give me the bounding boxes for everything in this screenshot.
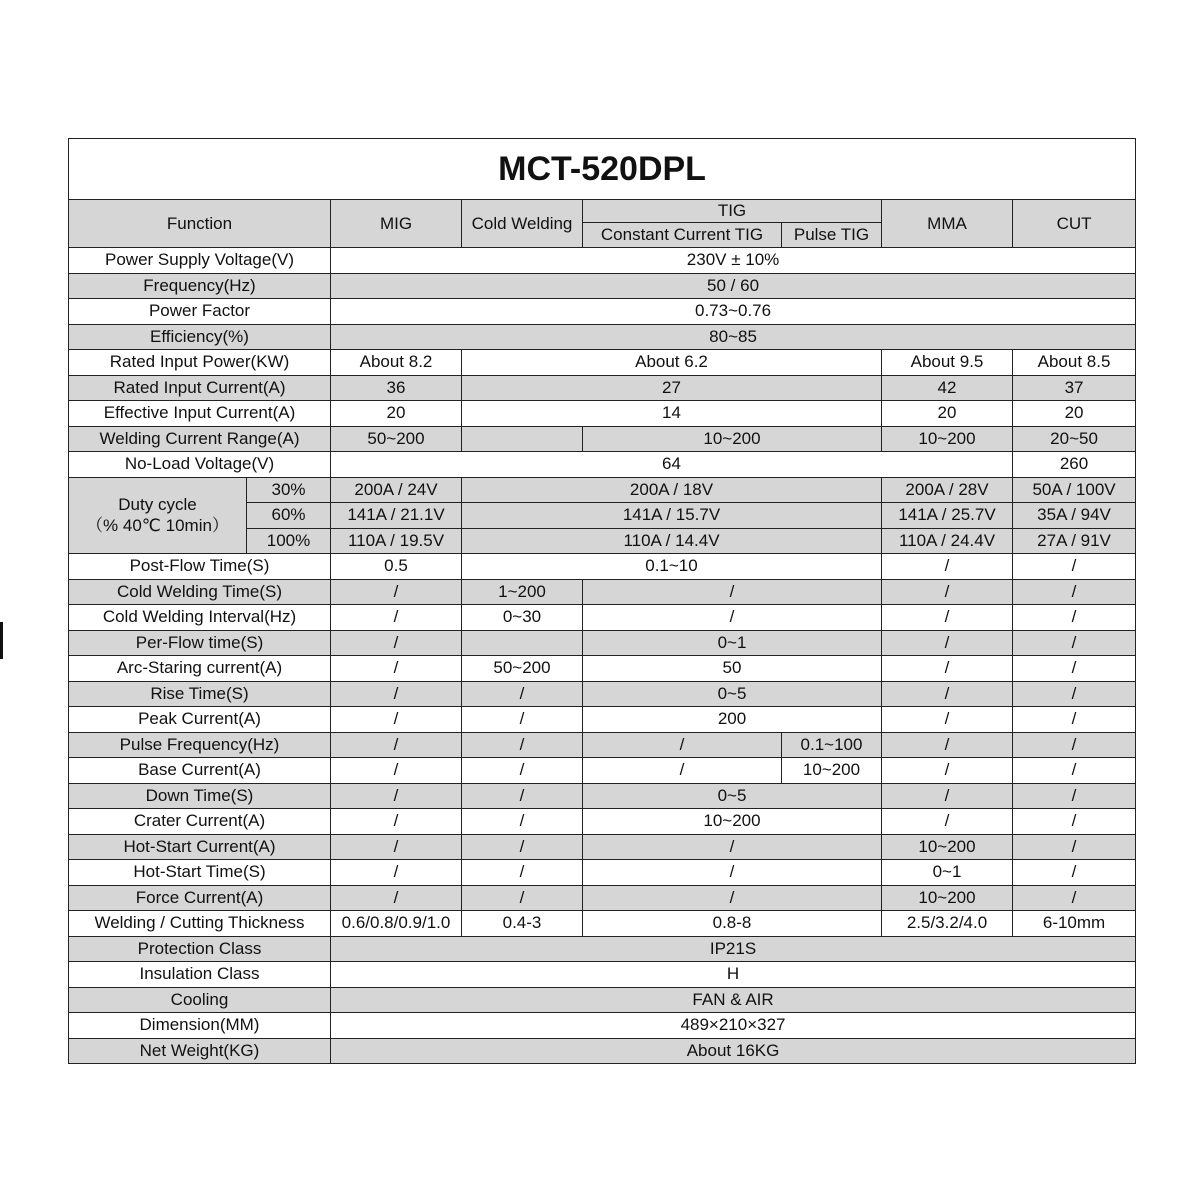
table-row (69, 732, 1136, 758)
cell-mma: 141A / 25.7V (882, 503, 1013, 529)
header-cc-tig: Constant Current TIG (583, 223, 782, 248)
table-row (69, 834, 1136, 860)
table-row (69, 809, 1136, 835)
table-row (69, 987, 1136, 1013)
table-row (69, 426, 1136, 452)
duty-pct: 60% (247, 503, 331, 529)
cell-value: FAN & AIR (331, 987, 1136, 1013)
table-row (69, 273, 1136, 299)
cell-cw-tig: 27 (462, 375, 882, 401)
cell-mig: 36 (331, 375, 462, 401)
cell-cut: / (1013, 809, 1136, 835)
cell-cold-welding: / (462, 732, 583, 758)
cell-mig: 141A / 21.1V (331, 503, 462, 529)
cell-mma: 10~200 (882, 834, 1013, 860)
cell-cut: 37 (1013, 375, 1136, 401)
cell-mig: / (331, 758, 462, 784)
cell-pulse-tig: 10~200 (782, 758, 882, 784)
row-label: No-Load Voltage(V) (69, 452, 331, 478)
cell-cut: / (1013, 758, 1136, 784)
row-label: Dimension(MM) (69, 1013, 331, 1039)
header-row (69, 200, 1136, 223)
cell-cw-tig: 0.1~10 (462, 554, 882, 580)
cell-cut: / (1013, 579, 1136, 605)
table-row (69, 579, 1136, 605)
cell-cw-tig: 200A / 18V (462, 477, 882, 503)
cell-cut: / (1013, 554, 1136, 580)
table-row (69, 860, 1136, 886)
table-row (69, 707, 1136, 733)
cell-cut: 27A / 91V (1013, 528, 1136, 554)
cell-mma: 0~1 (882, 860, 1013, 886)
cell-mig: 0.5 (331, 554, 462, 580)
cell-mma: / (882, 630, 1013, 656)
header-cold-welding: Cold Welding (462, 200, 583, 248)
cell-mma: / (882, 605, 1013, 631)
cell-cut: / (1013, 732, 1136, 758)
cell-cw-tig: About 6.2 (462, 350, 882, 376)
cell-mig: / (331, 860, 462, 886)
row-label: Power Supply Voltage(V) (69, 248, 331, 274)
cell-cold-welding: 0~30 (462, 605, 583, 631)
cell-cold-welding: / (462, 758, 583, 784)
cell-cut: / (1013, 656, 1136, 682)
cell-tig: / (583, 860, 882, 886)
cell-mma: / (882, 758, 1013, 784)
table-row (69, 605, 1136, 631)
header-cut: CUT (1013, 200, 1136, 248)
cell-cut: / (1013, 707, 1136, 733)
row-label: Pulse Frequency(Hz) (69, 732, 331, 758)
cell-pulse-tig: 0.1~100 (782, 732, 882, 758)
duty-pct: 30% (247, 477, 331, 503)
cell-mig: / (331, 783, 462, 809)
cell-cut: 50A / 100V (1013, 477, 1136, 503)
cell-mma: / (882, 579, 1013, 605)
table-row (69, 783, 1136, 809)
cell-tig: / (583, 885, 882, 911)
header-mig: MIG (331, 200, 462, 248)
cell-mma: / (882, 554, 1013, 580)
cell-tig: 10~200 (583, 426, 882, 452)
row-label: Effective Input Current(A) (69, 401, 331, 427)
cell-mig: 50~200 (331, 426, 462, 452)
cell-mig: / (331, 732, 462, 758)
table-row (69, 656, 1136, 682)
row-label: Crater Current(A) (69, 809, 331, 835)
cell-tig: 50 (583, 656, 882, 682)
cell-mma: / (882, 809, 1013, 835)
cell-mig: 110A / 19.5V (331, 528, 462, 554)
cell-mig: / (331, 656, 462, 682)
cell-mma: / (882, 732, 1013, 758)
table-row (69, 350, 1136, 376)
cell-tig: 0~5 (583, 783, 882, 809)
cell-tig: 0~1 (583, 630, 882, 656)
row-label: Frequency(Hz) (69, 273, 331, 299)
cell-mma: 10~200 (882, 426, 1013, 452)
row-label: Welding / Cutting Thickness (69, 911, 331, 937)
cell-cut: / (1013, 783, 1136, 809)
cell-cut: 20 (1013, 401, 1136, 427)
table-row (69, 324, 1136, 350)
cell-cw-tig: 14 (462, 401, 882, 427)
cell-tig: 200 (583, 707, 882, 733)
row-label: Per-Flow time(S) (69, 630, 331, 656)
row-label: Cooling (69, 987, 331, 1013)
row-label: Rise Time(S) (69, 681, 331, 707)
cell-mma: / (882, 707, 1013, 733)
row-label: Down Time(S) (69, 783, 331, 809)
row-label: Force Current(A) (69, 885, 331, 911)
row-label: Protection Class (69, 936, 331, 962)
table-row (69, 936, 1136, 962)
table-row (69, 962, 1136, 988)
cell-value: H (331, 962, 1136, 988)
table-row (69, 375, 1136, 401)
cell-cold-welding: / (462, 860, 583, 886)
cell-cut: / (1013, 834, 1136, 860)
cell-mma: About 9.5 (882, 350, 1013, 376)
row-label: Efficiency(%) (69, 324, 331, 350)
cell-tig: 10~200 (583, 809, 882, 835)
table-row (69, 1038, 1136, 1064)
cell-cut: About 8.5 (1013, 350, 1136, 376)
table-row (69, 452, 1136, 478)
cell-cw-tig: 141A / 15.7V (462, 503, 882, 529)
cell-cold-welding: / (462, 834, 583, 860)
header-mma: MMA (882, 200, 1013, 248)
table-row (69, 299, 1136, 325)
cell-mma: 110A / 24.4V (882, 528, 1013, 554)
row-label: Hot-Start Current(A) (69, 834, 331, 860)
cell-mig: / (331, 630, 462, 656)
cell-cold-welding (462, 630, 583, 656)
cell-cold-welding: 0.4-3 (462, 911, 583, 937)
cell-mig: / (331, 605, 462, 631)
cell-tig: / (583, 605, 882, 631)
header-function: Function (69, 200, 331, 248)
cell-mig: 20 (331, 401, 462, 427)
cell-mma: / (882, 783, 1013, 809)
cell-cc-tig: / (583, 732, 782, 758)
row-label: Cold Welding Time(S) (69, 579, 331, 605)
cell-mma: 200A / 28V (882, 477, 1013, 503)
cell-value: About 16KG (331, 1038, 1136, 1064)
cell-cold-welding: / (462, 707, 583, 733)
cell-cw-tig: 110A / 14.4V (462, 528, 882, 554)
row-label: Hot-Start Time(S) (69, 860, 331, 886)
cell-value: IP21S (331, 936, 1136, 962)
header-tig: TIG (583, 200, 882, 223)
row-label: Post-Flow Time(S) (69, 554, 331, 580)
cell-cold-welding: / (462, 681, 583, 707)
duty-cycle-title: Duty cycle (118, 495, 197, 515)
cell-mma: 42 (882, 375, 1013, 401)
table-row (69, 248, 1136, 274)
table-row (69, 554, 1136, 580)
cell-mig: / (331, 681, 462, 707)
cell-value: 0.73~0.76 (331, 299, 1136, 325)
row-label: Base Current(A) (69, 758, 331, 784)
edge-mark (0, 622, 3, 659)
table-row (69, 477, 1136, 503)
row-label: Cold Welding Interval(Hz) (69, 605, 331, 631)
header-pulse-tig: Pulse TIG (782, 223, 882, 248)
cell-mig: / (331, 809, 462, 835)
row-label: Welding Current Range(A) (69, 426, 331, 452)
table-row (69, 911, 1136, 937)
cell-tig: 0.8-8 (583, 911, 882, 937)
cell-mig: / (331, 834, 462, 860)
title-row (69, 139, 1136, 200)
cell-cc-tig: / (583, 758, 782, 784)
cell-mma: 10~200 (882, 885, 1013, 911)
duty-pct: 100% (247, 528, 331, 554)
cell-cut: / (1013, 860, 1136, 886)
page-title: MCT-520DPL (69, 139, 1136, 200)
table-row (69, 758, 1136, 784)
cell-cut: / (1013, 630, 1136, 656)
cell-value: 489×210×327 (331, 1013, 1136, 1039)
spec-table (68, 138, 1136, 1064)
cell-tig: / (583, 834, 882, 860)
cell-cold-welding: 1~200 (462, 579, 583, 605)
cell-mma: 2.5/3.2/4.0 (882, 911, 1013, 937)
row-label: Arc-Staring current(A) (69, 656, 331, 682)
cell-weld: 64 (331, 452, 1013, 478)
cell-mig: About 8.2 (331, 350, 462, 376)
cell-cut: 260 (1013, 452, 1136, 478)
cell-value: 230V ± 10% (331, 248, 1136, 274)
cell-cold-welding: / (462, 885, 583, 911)
table-row (69, 1013, 1136, 1039)
cell-cut: 35A / 94V (1013, 503, 1136, 529)
cell-cold-welding (462, 426, 583, 452)
cell-mma: / (882, 681, 1013, 707)
row-label: Peak Current(A) (69, 707, 331, 733)
duty-cycle-label (69, 477, 247, 554)
cell-mma: 20 (882, 401, 1013, 427)
cell-cut: 6-10mm (1013, 911, 1136, 937)
row-label: Power Factor (69, 299, 331, 325)
cell-mma: / (882, 656, 1013, 682)
cell-tig: 0~5 (583, 681, 882, 707)
cell-mig: / (331, 707, 462, 733)
cell-mig: 200A / 24V (331, 477, 462, 503)
cell-value: 50 / 60 (331, 273, 1136, 299)
row-label: Insulation Class (69, 962, 331, 988)
cell-mig: / (331, 885, 462, 911)
table-row (69, 630, 1136, 656)
table-row (69, 885, 1136, 911)
row-label: Net Weight(KG) (69, 1038, 331, 1064)
cell-cut: 20~50 (1013, 426, 1136, 452)
cell-mig: / (331, 579, 462, 605)
cell-mig: 0.6/0.8/0.9/1.0 (331, 911, 462, 937)
cell-cold-welding: / (462, 809, 583, 835)
cell-value: 80~85 (331, 324, 1136, 350)
cell-cold-welding: / (462, 783, 583, 809)
cell-cut: / (1013, 681, 1136, 707)
table-row (69, 401, 1136, 427)
row-label: Rated Input Power(KW) (69, 350, 331, 376)
cell-cut: / (1013, 885, 1136, 911)
cell-cold-welding: 50~200 (462, 656, 583, 682)
cell-tig: / (583, 579, 882, 605)
table-row (69, 681, 1136, 707)
cell-cut: / (1013, 605, 1136, 631)
row-label: Rated Input Current(A) (69, 375, 331, 401)
duty-cycle-condition: （% 40℃ 10min） (86, 516, 229, 536)
